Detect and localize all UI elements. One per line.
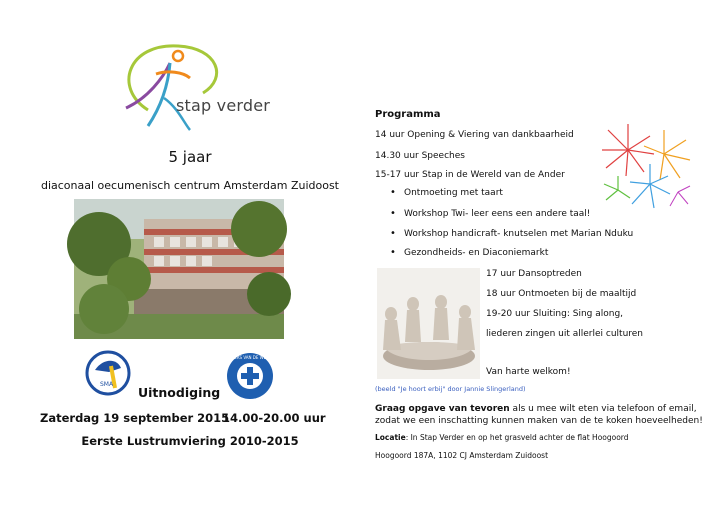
- invitation-heading: Uitnodiging: [138, 385, 221, 400]
- schedule-line: 17 uur Dansoptreden: [486, 269, 582, 279]
- center-name: diaconaal oecumenisch centrum Amsterdam Zuidoost: [40, 179, 339, 192]
- welcome-text: Van harte welkom!: [486, 367, 571, 377]
- address-line: Hoogoord 187A, 1102 CJ Amsterdam Zuidoost: [375, 451, 549, 460]
- schedule-line: 19-20 uur Sluiting: Sing along,: [486, 309, 624, 319]
- anniversary-title: 5 jaar: [168, 148, 212, 166]
- location-text: : In Stap Verder en op het grasveld achter de flat Hoogoord: [405, 433, 629, 442]
- dokters-van-de-wereld-logo: [223, 352, 277, 400]
- signup-bold: Graag opgave van tevoren: [375, 404, 510, 414]
- image-caption: (beeld "Je hoort erbij" door Jannie Slingerland): [375, 385, 526, 393]
- program-bullet: • Ontmoeting met taart: [392, 188, 503, 199]
- signup-note: [375, 403, 720, 427]
- program-line: 14.30 uur Speeches: [375, 151, 465, 161]
- location-line: [375, 433, 629, 442]
- logo-text: stap verder: [176, 96, 271, 115]
- program-bullet: • Workshop handicraft- knutselen met Marian Nduku: [392, 229, 633, 240]
- location-label: Locatie: [375, 433, 406, 442]
- program-line: 15-17 uur Stap in de Wereld van de Ander: [375, 170, 565, 180]
- dvdw-logo-text: DOKTERS VAN DE WERELD: [223, 355, 277, 360]
- schedule-line: 18 uur Ontmoeten bij de maaltijd: [486, 289, 637, 299]
- event-date: Zaterdag 19 september 2015: [40, 411, 230, 425]
- building-photo: [74, 199, 284, 339]
- sculpture-photo: [377, 268, 480, 379]
- event-time: 14.00-20.00 uur: [222, 411, 326, 425]
- program-bullet: • Gezondheids- en Diaconiemarkt: [392, 248, 548, 259]
- fireworks-image: [598, 120, 694, 212]
- sma-logo: [85, 350, 131, 396]
- schedule-line: liederen zingen uit allerlei culturen: [486, 329, 644, 339]
- program-bullet: • Workshop Twi- leer eens een andere taal!: [392, 209, 590, 220]
- program-line: 14 uur Opening & Viering van dankbaarheid: [375, 130, 574, 140]
- stap-verder-logo: [108, 38, 271, 138]
- lustrum-line: Eerste Lustrumviering 2010-2015: [81, 434, 299, 448]
- program-title: Programma: [375, 109, 441, 120]
- signup-rest: als u mee wilt eten via telefoon of email, zodat we een inschatting kunnen maken van de te koken hoeveelheden!: [375, 404, 703, 426]
- sma-logo-text: SMA: [100, 381, 114, 388]
